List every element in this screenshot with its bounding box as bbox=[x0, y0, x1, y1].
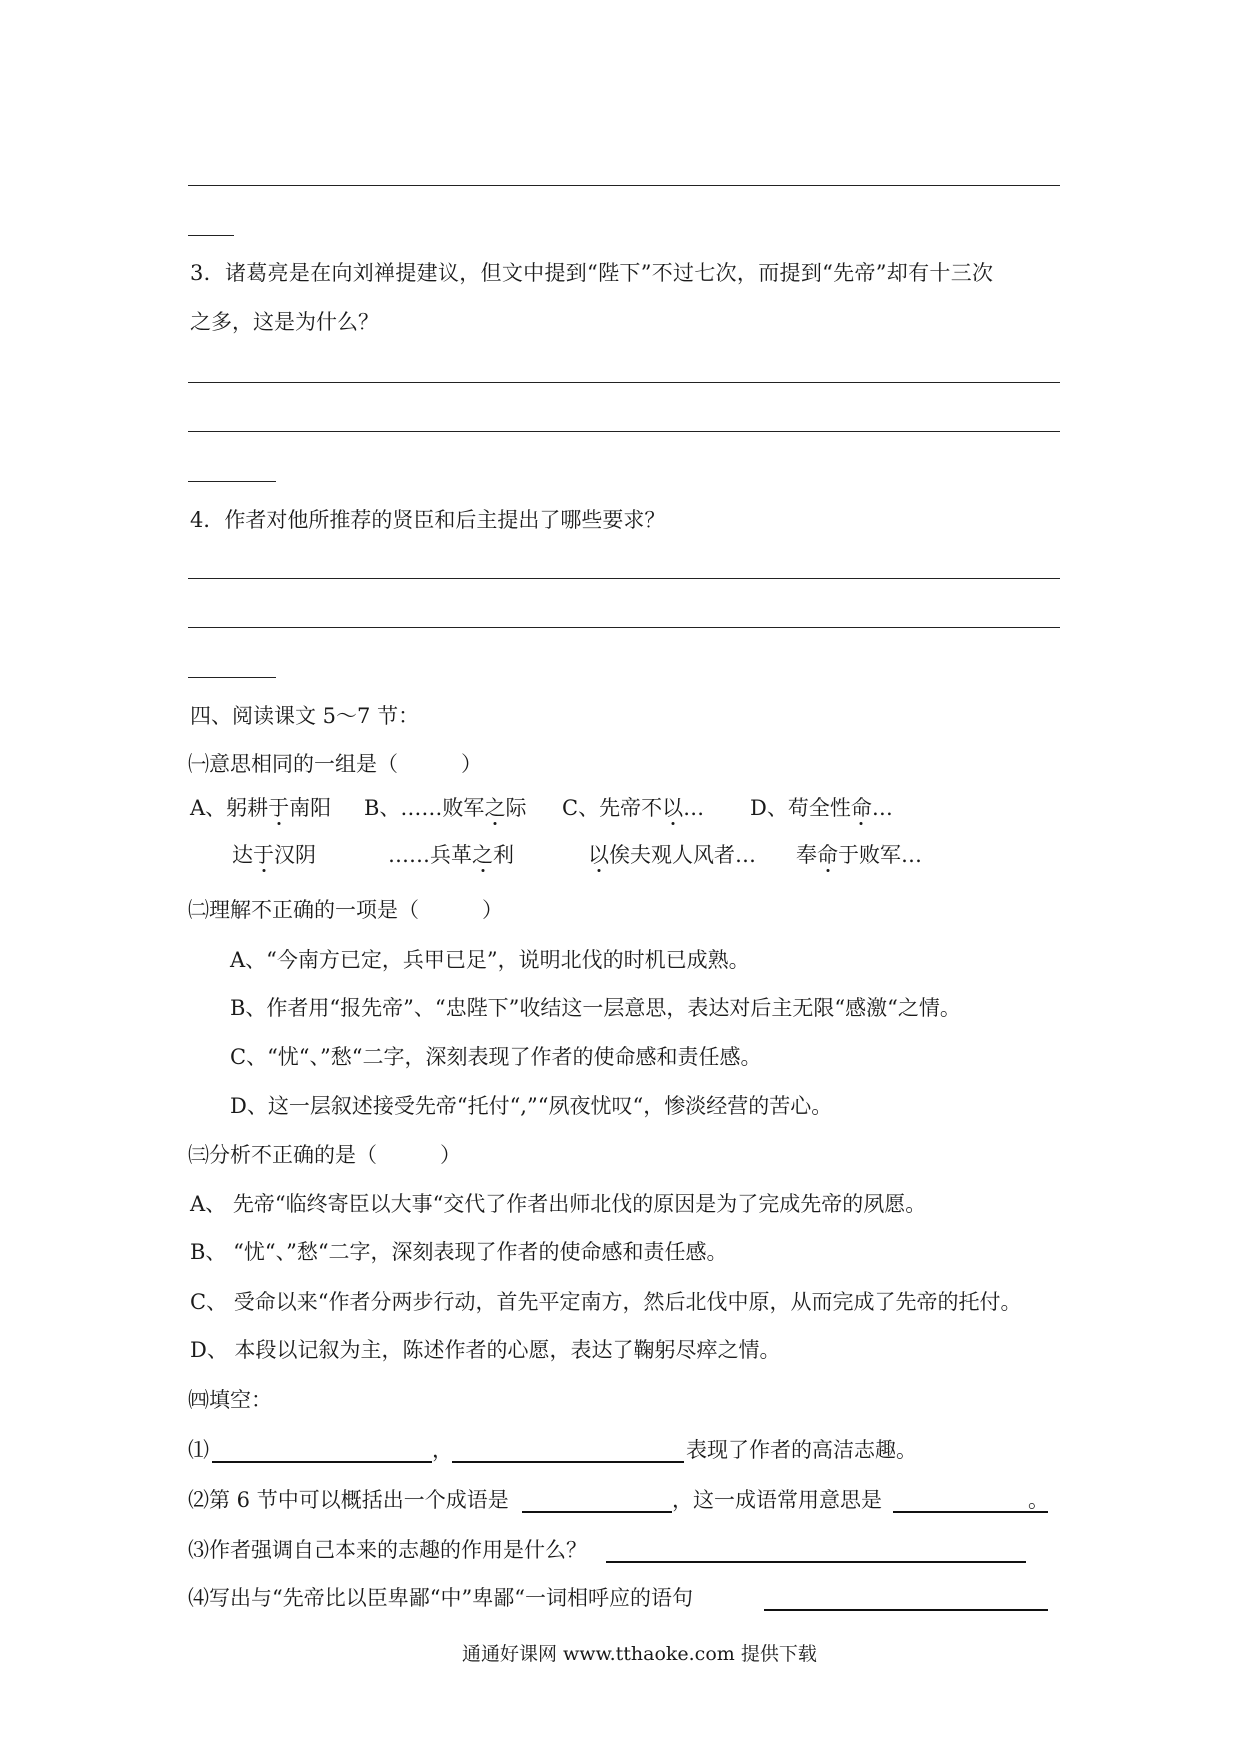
subquestion-3-option-b: B、 “忧“、”愁“二字，深刻表现了作者的使命感和责任感。 bbox=[190, 1240, 728, 1264]
option-text: … bbox=[683, 796, 705, 820]
option-text: 奉 bbox=[796, 843, 817, 867]
question-4: 4．作者对他所推荐的贤臣和后主提出了哪些要求？ bbox=[190, 508, 666, 532]
subquestion-2-stem: ㈡理解不正确的一项是（ ） bbox=[188, 898, 503, 922]
option-text: 汉阴 bbox=[274, 843, 316, 867]
fill-item-2-end: 。 bbox=[1028, 1488, 1049, 1512]
option-row-1-d bbox=[750, 798, 893, 819]
option-row-2-c bbox=[588, 845, 756, 866]
emphasis-dot-char: 之 bbox=[484, 796, 506, 820]
option-row-2-b bbox=[388, 845, 514, 866]
option-row-1-c bbox=[562, 798, 704, 819]
option-text: 南阳 bbox=[289, 796, 332, 820]
answer-line-short bbox=[188, 235, 234, 236]
option-text: 俟夫观人风者… bbox=[609, 843, 756, 867]
option-text: 达 bbox=[232, 843, 253, 867]
subquestion-1-stem: ㈠意思相同的一组是（ ） bbox=[188, 752, 482, 776]
option-text: C、先帝不 bbox=[562, 796, 663, 820]
subquestion-2-option-b: B、作者用“报先帝”、“忠陛下”收结这一层意思，表达对后主无限“感激“之情。 bbox=[230, 996, 961, 1020]
emphasis-dot-char: 命 bbox=[850, 796, 872, 820]
subquestion-4-heading: ㈣填空： bbox=[188, 1388, 272, 1412]
answer-line-short bbox=[188, 481, 276, 482]
option-text: 利 bbox=[493, 843, 514, 867]
option-text: 际 bbox=[505, 796, 527, 820]
fill-item-3-text: ⑶作者强调自己本来的志趣的作用是什么？ bbox=[188, 1538, 587, 1562]
option-row-2-a bbox=[232, 845, 316, 866]
subquestion-2-option-a: A、“今南方已定，兵甲已足”，说明北伐的时机已成熟。 bbox=[230, 948, 750, 972]
option-text: A、躬耕 bbox=[190, 796, 269, 820]
emphasis-dot-char: 命 bbox=[817, 843, 838, 867]
option-text: 于败军… bbox=[838, 843, 922, 867]
option-row-2-d bbox=[796, 845, 922, 866]
emphasis-dot-char: 以 bbox=[588, 843, 609, 867]
fill-blank[interactable] bbox=[764, 1609, 1048, 1611]
fill-blank[interactable] bbox=[522, 1511, 672, 1513]
subquestion-2-option-c: C、“忧“、”愁“二字，深刻表现了作者的使命感和责任感。 bbox=[230, 1045, 762, 1069]
fill-blank[interactable] bbox=[452, 1461, 684, 1463]
subquestion-3-option-d: D、 本段以记叙为主，陈述作者的心愿，表达了鞠躬尽瘁之情。 bbox=[190, 1338, 781, 1362]
answer-line bbox=[188, 431, 1060, 432]
emphasis-dot-char: 之 bbox=[472, 843, 493, 867]
emphasis-dot-char: 于 bbox=[268, 796, 290, 820]
answer-line-short bbox=[188, 677, 276, 678]
option-text: B、……败军 bbox=[364, 796, 485, 820]
answer-line bbox=[188, 382, 1060, 383]
subquestion-3-option-c: C、 受命以来“作者分两步行动，首先平定南方，然后北伐中原，从而完成了先帝的托付。 bbox=[190, 1290, 1022, 1314]
question-3-line-2: 之多，这是为什么？ bbox=[190, 310, 379, 334]
subquestion-3-stem: ㈢分析不正确的是（ ） bbox=[188, 1143, 461, 1167]
subquestion-3-option-a: A、 先帝“临终寄臣以大事“交代了作者出师北伐的原因是为了完成先帝的夙愿。 bbox=[190, 1192, 927, 1216]
fill-item-4-text: ⑷写出与“先帝比以臣卑鄙“中”卑鄙“一词相呼应的语句 bbox=[188, 1586, 693, 1610]
option-text: D、苟全性 bbox=[750, 796, 851, 820]
option-text: ……兵革 bbox=[388, 843, 472, 867]
emphasis-dot-char: 以 bbox=[662, 796, 684, 820]
fill-item-1-number: ⑴ bbox=[188, 1438, 209, 1462]
emphasis-dot-char: 于 bbox=[253, 843, 274, 867]
subquestion-2-option-d: D、这一层叙述接受先帝“托付“,”“夙夜忧叹“，惨淡经营的苦心。 bbox=[230, 1094, 833, 1118]
fill-blank[interactable] bbox=[212, 1461, 432, 1463]
fill-item-1-separator: ， bbox=[432, 1438, 453, 1462]
fill-blank[interactable] bbox=[606, 1561, 1026, 1563]
fill-item-1-tail: 表现了作者的高洁志趣。 bbox=[686, 1438, 917, 1462]
option-row-1-b bbox=[364, 798, 526, 819]
option-text: … bbox=[871, 796, 893, 820]
fill-item-2-text-b: ，这一成语常用意思是 bbox=[672, 1488, 882, 1512]
answer-line bbox=[188, 578, 1060, 579]
option-row-1-a bbox=[190, 798, 331, 819]
fill-blank[interactable] bbox=[893, 1511, 1048, 1513]
section-4-heading: 四、阅读课文 5～7 节： bbox=[190, 704, 420, 728]
fill-item-2-text-a: ⑵第 6 节中可以概括出一个成语是 bbox=[188, 1488, 509, 1512]
answer-line bbox=[188, 627, 1060, 628]
answer-line bbox=[188, 185, 1060, 186]
page-footer: 通通好课网 www.tthaoke.com 提供下载 bbox=[462, 1643, 817, 1665]
question-3-line-1: 3．诸葛亮是在向刘禅提建议，但文中提到“陛下”不过七次，而提到“先帝”却有十三次 bbox=[190, 261, 994, 285]
